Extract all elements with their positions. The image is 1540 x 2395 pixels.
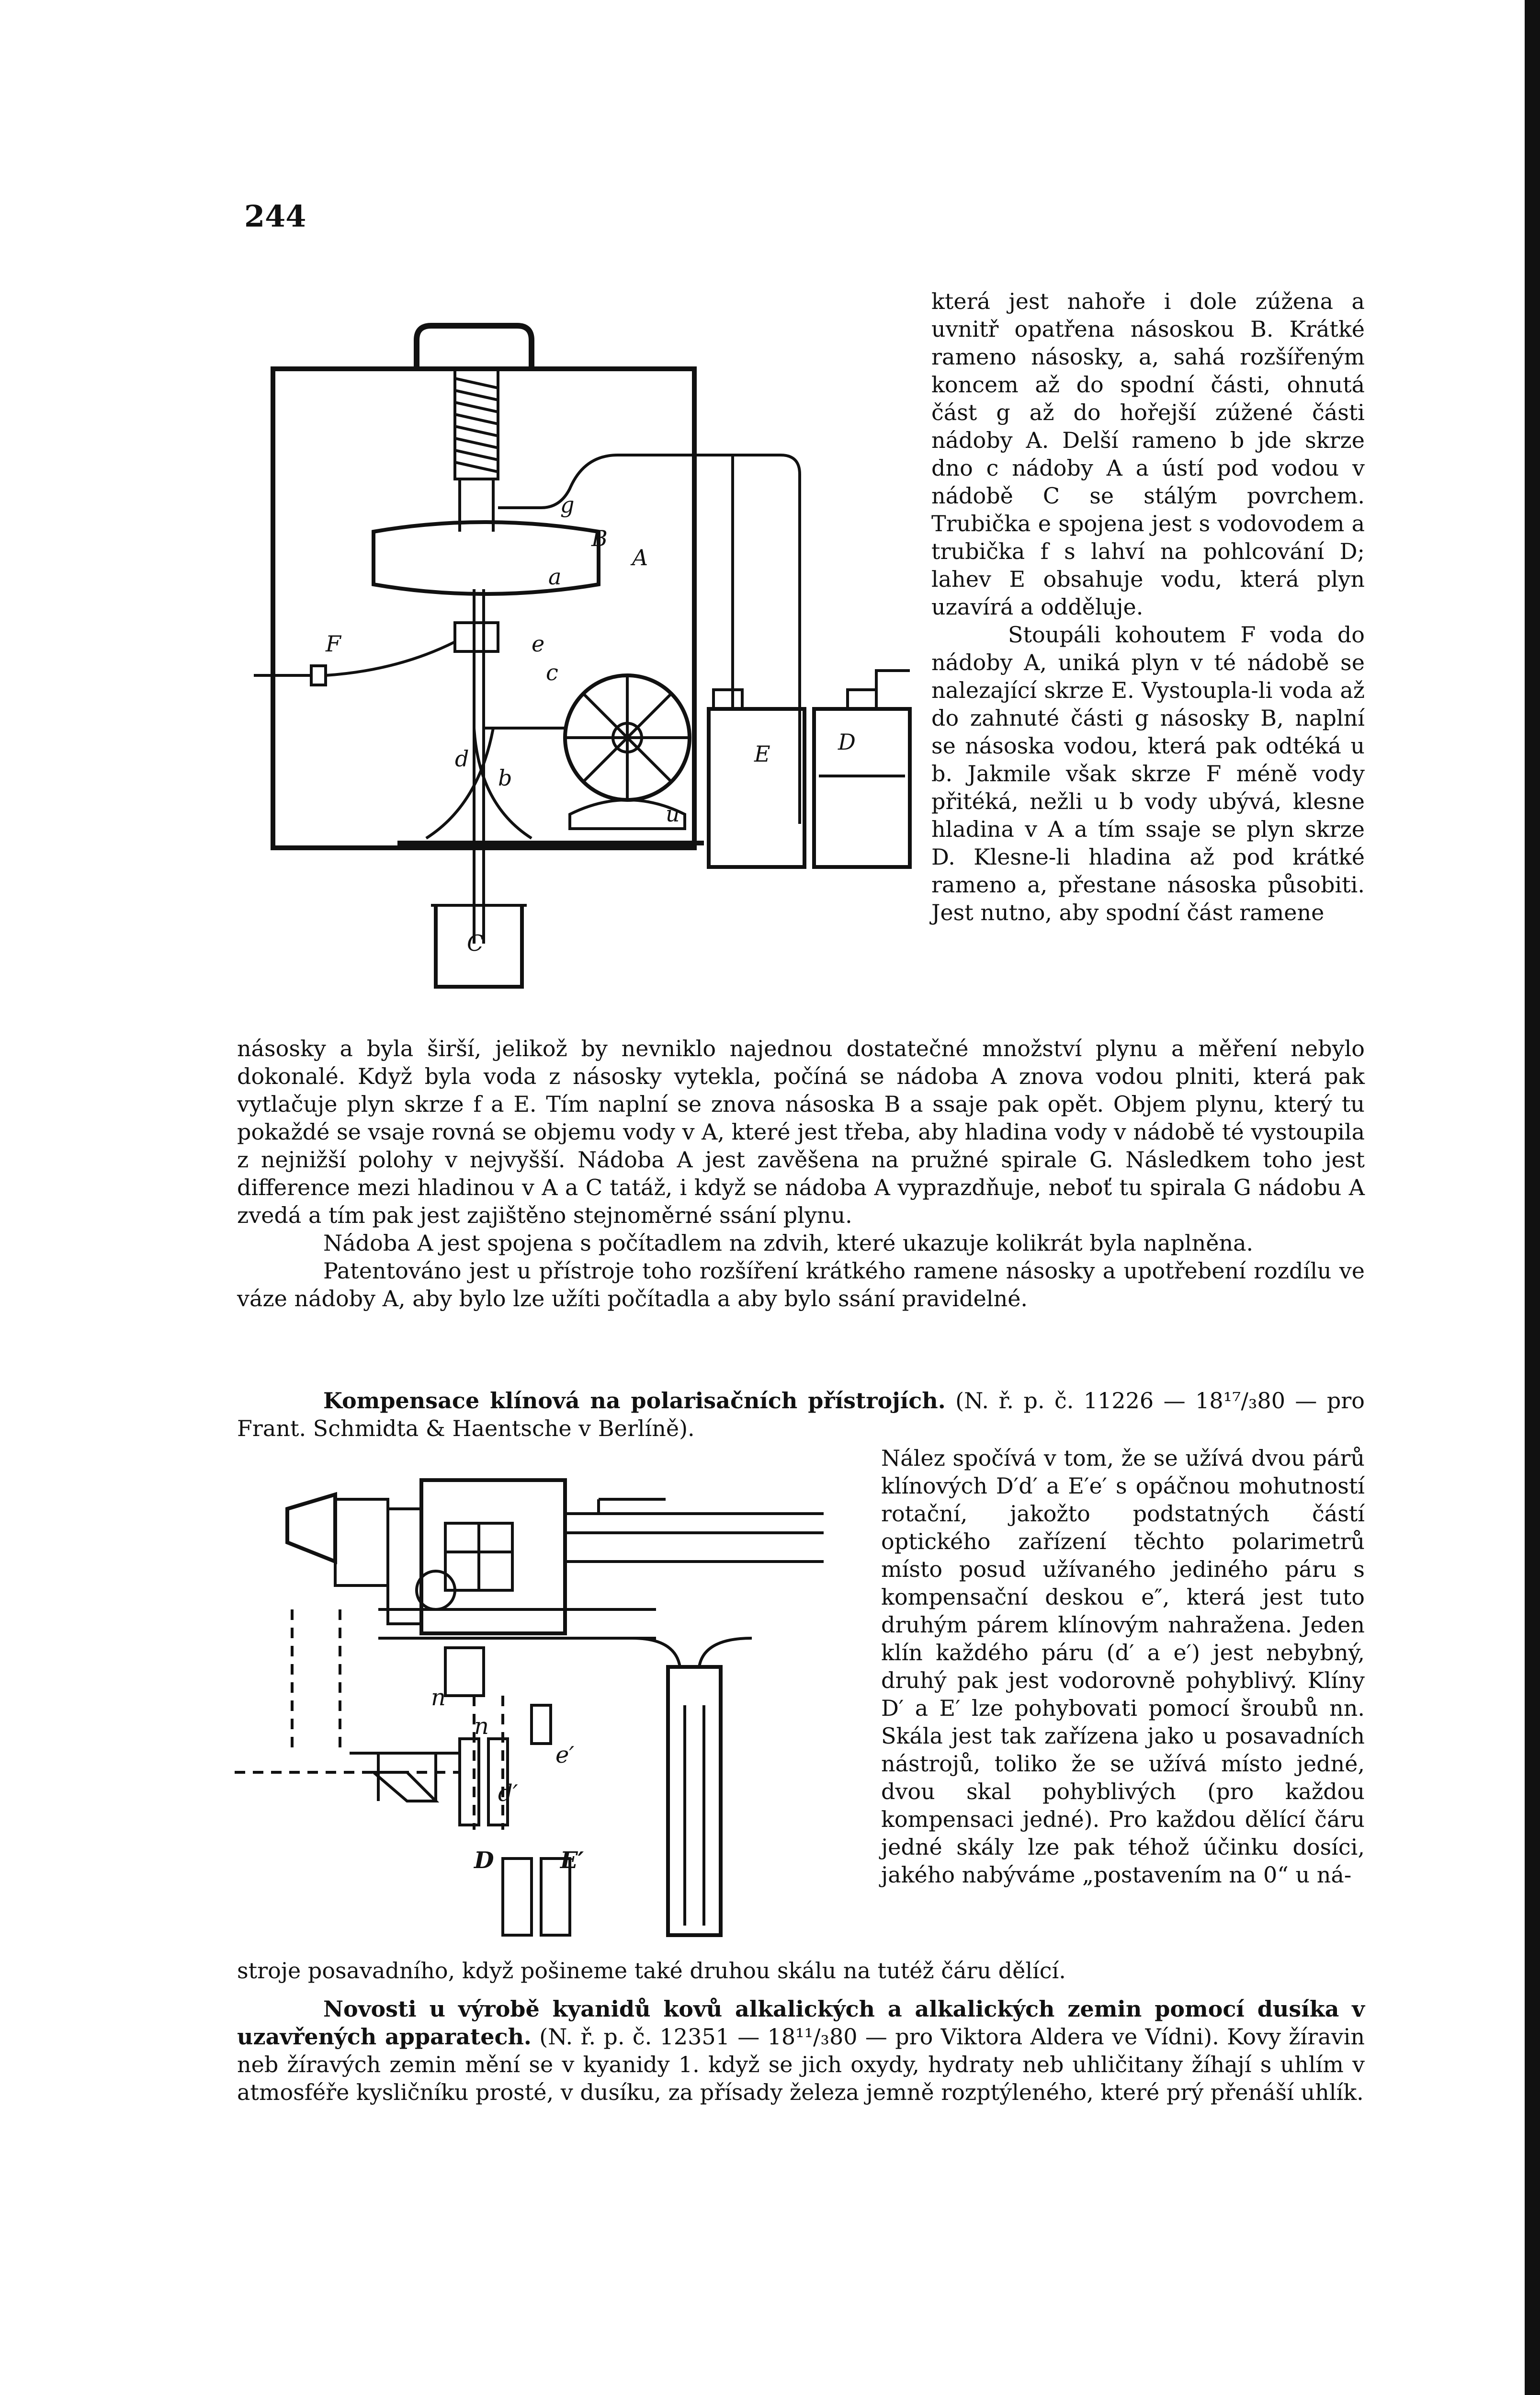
paragraph: Stoupáli kohoutem F voda do nádoby A, uniká plyn v té nádobě se nalezající skrze E. Vystoupla-li voda až do zahnuté části g násosky B, naplní se násoska vodou, která pak odtéká u b. Jakmile však skrze F méně vody přitéká, nežli u b vody ubývá, klesne hladina v A a tím ssaje se plyn skrze D. Klesne-li hladina až pod krátké rameno a, přestane násoska působiti. Jest nutno, aby spodní část ramene bbox=[931, 622, 1365, 925]
page-number: 244 bbox=[244, 199, 306, 234]
polarimeter-figure bbox=[235, 1466, 876, 1940]
section-heading: Novosti u výrobě kyanidů kovů alkalických a alkalických zemin pomocí dusíka v uzavřených apparatech. bbox=[237, 1996, 1365, 2050]
fig1-label-u: u bbox=[666, 801, 680, 827]
paragraph: stroje posavadního, když pošineme také druhou skálu na tutéž čáru dělící. bbox=[237, 1958, 1066, 1984]
fig1-label-D: D bbox=[838, 729, 856, 755]
fig1-label-B: B bbox=[591, 525, 608, 551]
fig1-label-C: C bbox=[467, 930, 484, 956]
section-kompensace-header bbox=[237, 1387, 1365, 1442]
fig2-label-E-prime: E′ bbox=[560, 1847, 584, 1874]
fig1-label-E: E bbox=[754, 741, 770, 767]
fig2-label-d-prime: d′ bbox=[498, 1780, 518, 1807]
fig1-label-a: a bbox=[548, 564, 562, 590]
paragraph: Patentováno jest u přístroje toho rozšíření krátkého ramene násosky a upotřebení rozdílu ve váze nádoby A, aby bylo lze užíti počítadla a aby bylo ssání pravidelné. bbox=[237, 1258, 1365, 1312]
paragraph: násosky a byla širší, jelikož by nevniklo najednou dostatečné množství plynu a měření nebylo dokonalé. Když byla voda z násosky vytekla, počíná se nádoba A znova vodou plniti, která pak vytlačuje plyn skrze f a E. Tím naplní se znova násoska B a ssaje pak opět. Objem plynu, který tu pokaždé se vsaje rovná se objemu vody v A, které jest třeba, aby hladina vody v nádobě té vystoupila z nejnižší polohy v nejvyšší. Nádoba A jest zavěšena na pružné spirale G. Následkem toho jest difference mezi hladinou v A a C tatáž, i když se nádoba A vyprazdňuje, neboť tu spirala G nádobu A zvedá a tím pak jest zajištěno stejnoměrné ssání plynu. bbox=[237, 1036, 1365, 1228]
fig1-label-b: b bbox=[498, 765, 512, 791]
gas-meter-figure bbox=[254, 307, 924, 1006]
patent-reference: (N. ř. p. č. 11226 — 18¹⁷/₃80 — pro Frant. Schmidta & Haentsche v Berlíně). bbox=[237, 1388, 1365, 1441]
fig2-label-e-prime: e′ bbox=[555, 1742, 575, 1768]
fig2-label-n: n bbox=[431, 1684, 446, 1711]
fig2-label-D: D bbox=[474, 1847, 494, 1874]
paragraph: která jest nahoře i dole zúžena a uvnitř opatřena násoskou B. Krátké rameno násosky, a, sahá rozšířeným koncem až do spodní části, ohnutá část g až do hořejší zúžené části nádoby A. Delší rameno b jde skrze dno c nádoby A a ústí pod vodou v nádobě C se stálým povrchem. Trubička e spojena jest s vodovodem a trubička f s lahví na pohlcování D; lahev E obsahuje vodu, která plyn uzavírá a odděluje. bbox=[931, 288, 1365, 620]
full-width-text-2 bbox=[237, 1957, 1365, 1984]
fig1-label-A: A bbox=[632, 545, 648, 570]
section-novosti bbox=[237, 1995, 1365, 2106]
right-column-text-2 bbox=[881, 1444, 1365, 1889]
full-width-text-1 bbox=[237, 1035, 1365, 1312]
fig1-label-e: e bbox=[532, 631, 545, 657]
paragraph: Nádoba A jest spojena s počítadlem na zdvih, které ukazuje kolikrát byla naplněna. bbox=[323, 1230, 1254, 1256]
right-column-text-1 bbox=[931, 287, 1365, 926]
paragraph: Nález spočívá v tom, že se užívá dvou párů klínových D′d′ a E′e′ s opáčnou mohutností rotační, jakožto podstatných částí optického zařízení těchto polarimetrů místo posud užívaného jediného páru s kompensační deskou e″, která jest tuto druhým párem klínovým nahražena. Jeden klín každého páru (d′ a e′) jest nebybný, druhý pak jest vodorovně pohyblivý. Klíny D′ a E′ lze pohybovati pomocí šroubů nn. Skála jest tak zařízena jako u posavadních nástrojů, toliko že se užívá místo jedné, dvou skal pohyblivých (pro každou kompensaci jedné). Pro každou dělící čáru jedné skály lze pak téhož účinku dosíci, jakého nabýváme „postavením na 0“ u ná- bbox=[881, 1445, 1365, 1888]
section-heading: Kompensace klínová na polarisačních přístrojích. bbox=[323, 1388, 946, 1414]
fig1-label-g: g bbox=[560, 492, 575, 518]
fig2-label-n2: n bbox=[474, 1713, 489, 1740]
fig1-label-F: F bbox=[326, 631, 341, 657]
fig1-label-d: d bbox=[455, 746, 469, 772]
paragraph: (N. ř. p. č. 12351 — 18¹¹/₃80 — pro Viktora Aldera ve Vídni). Kovy žíravin neb žíravých zemin mění se v kyanidy 1. když se jich oxydy, hydraty neb uhličitany žíhají s uhlím v atmosféře kysličníku prosté, v dusíku, za přísady železa jemně rozptýleného, které prý přenáší uhlík. bbox=[237, 2024, 1365, 2105]
fig1-label-c: c bbox=[546, 660, 558, 685]
